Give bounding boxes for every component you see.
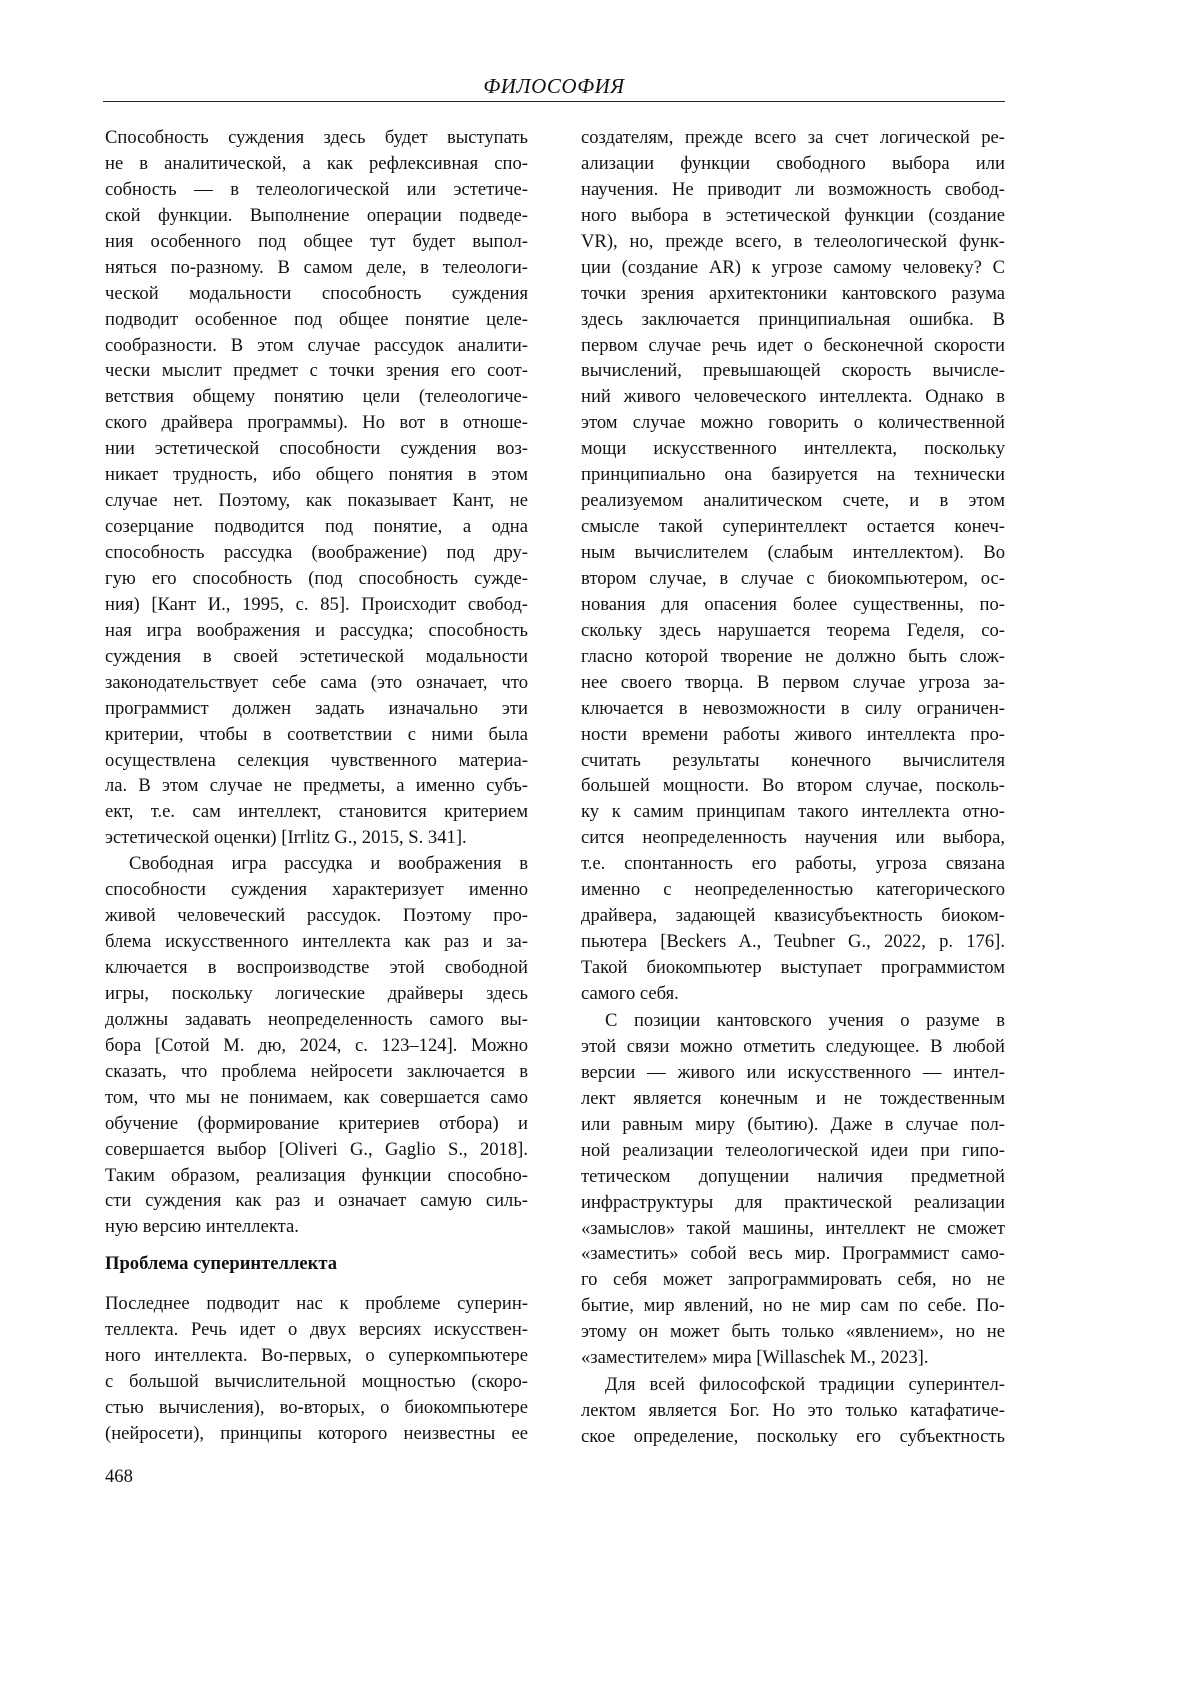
text-line: лектом является Бог. Но это только катафатиче- [581, 1398, 1005, 1424]
text-line: большей мощности. Во втором случае, посколь- [581, 773, 1005, 799]
text-line: С позиции кантовского учения о разуме в [581, 1008, 1005, 1034]
text-line: ку к самим принципам такого интеллекта отно- [581, 799, 1005, 825]
text-line: этом случае можно говорить о количественной [581, 410, 1005, 436]
text-line: случае нет. Поэтому, как показывает Кант, не [105, 488, 528, 514]
text-line: нования для опасения более существенны, по- [581, 592, 1005, 618]
text-line: первом случае речь идет о бесконечной скорости [581, 333, 1005, 359]
text-line: законодательствует себе сама (это означает, что [105, 670, 528, 696]
text-line: эстетической оценки) [Irrlitz G., 2015, S. 341]. [105, 825, 528, 851]
text-line: подводит особенное под общее понятие целе- [105, 307, 528, 333]
text-line: этому он может быть только «явлением», но не [581, 1319, 1005, 1345]
text-line: реализуемом аналитическом счете, и в этом [581, 488, 1005, 514]
text-line: Способность суждения здесь будет выступать [105, 125, 528, 151]
text-line: или равным миру (бытию). Даже в случае пол- [581, 1112, 1005, 1138]
text-line: ного выбора в эстетической функции (создание [581, 203, 1005, 229]
text-line: ния особенного под общее тут будет выпол- [105, 229, 528, 255]
text-line: ческой модальности способность суждения [105, 281, 528, 307]
text-line: тетическом допущении наличия предметной [581, 1164, 1005, 1190]
text-line: никает трудность, ибо общего понятия в этом [105, 462, 528, 488]
page-number: 468 [105, 1466, 133, 1488]
text-line: бора [Сотой М. дю, 2024, с. 123–124]. Можно [105, 1033, 528, 1059]
paragraph [105, 125, 528, 851]
text-line: гласно которой творение не должно быть слож- [581, 644, 1005, 670]
text-line: втором случае, в случае с биокомпьютером, ос- [581, 566, 1005, 592]
text-line: совершается выбор [Oliveri G., Gaglio S., 2018]. [105, 1137, 528, 1163]
text-line: именно с неопределенностью категорического [581, 877, 1005, 903]
text-line: мощи искусственного интеллекта, поскольку [581, 436, 1005, 462]
text-line: Свободная игра рассудка и воображения в [105, 851, 528, 877]
text-line: с большой вычислительной мощностью (скоро- [105, 1369, 528, 1395]
text-line: «заместить» собой весь мир. Программист само- [581, 1241, 1005, 1267]
text-line: ная игра воображения и рассудка; способность [105, 618, 528, 644]
text-line: ний живого человеческого интеллекта. Однако в [581, 384, 1005, 410]
text-line: ветствия общему понятию цели (телеологиче- [105, 384, 528, 410]
text-line: «заместителем» мира [Willaschek M., 2023]. [581, 1345, 1005, 1371]
text-line: собность — в телеологической или эстетиче- [105, 177, 528, 203]
text-line: гую его способность (под способность сужде- [105, 566, 528, 592]
left-column-text-2 [105, 1291, 528, 1447]
right-column-text-1 [581, 125, 1005, 1007]
text-line: осуществлена селекция чувственного материа- [105, 748, 528, 774]
text-line: принципиально она базируется на технически [581, 462, 1005, 488]
text-line: блема искусственного интеллекта как раз и за- [105, 929, 528, 955]
text-line: чески мыслит предмет с точки зрения его соот- [105, 358, 528, 384]
text-line: критерии, чтобы в соответствии с ними была [105, 722, 528, 748]
text-line: т.е. спонтанность его работы, угроза связана [581, 851, 1005, 877]
text-line: живой человеческий рассудок. Поэтому про- [105, 903, 528, 929]
text-line: VR), но, прежде всего, в телеологической функ- [581, 229, 1005, 255]
text-line: стью вычисления), во-вторых, о биокомпьютере [105, 1395, 528, 1421]
text-line: должны задавать неопределенность самого вы- [105, 1007, 528, 1033]
text-line: скольку здесь нарушается теорема Геделя, со- [581, 618, 1005, 644]
paragraph [581, 125, 1005, 1007]
text-line: нии эстетической способности суждения воз- [105, 436, 528, 462]
text-line: ключается в невозможности в силу ограничен- [581, 696, 1005, 722]
text-line: ной реализации телеологической идеи при гипо- [581, 1138, 1005, 1164]
text-line: Таким образом, реализация функции способно- [105, 1163, 528, 1189]
text-line: сообразности. В этом случае рассудок аналити- [105, 333, 528, 359]
text-line: Для всей философской традиции суперинтел- [581, 1372, 1005, 1398]
text-line: теллекта. Речь идет о двух версиях искусствен- [105, 1317, 528, 1343]
right-column-text-2 [581, 1008, 1005, 1371]
text-line: ское определение, поскольку его субъектность [581, 1424, 1005, 1450]
text-line: ния) [Кант И., 1995, с. 85]. Происходит свобод- [105, 592, 528, 618]
text-line: суждения в своей эстетической модальности [105, 644, 528, 670]
text-line: созерцание подводится под понятие, а одна [105, 514, 528, 540]
text-line: сказать, что проблема нейросети заключается в [105, 1059, 528, 1085]
left-column-text-1 [105, 125, 528, 1240]
paragraph [105, 851, 528, 1240]
text-line: смысле такой суперинтеллект остается конеч- [581, 514, 1005, 540]
text-line: игры, поскольку логические драйверы здесь [105, 981, 528, 1007]
text-line: «замыслов» такой машины, интеллект не сможет [581, 1216, 1005, 1242]
text-line: ного интеллекта. Во-первых, о суперкомпьютере [105, 1343, 528, 1369]
text-line: точки зрения архитектоники кантовского разума [581, 281, 1005, 307]
text-line: считать результаты конечного вычислителя [581, 748, 1005, 774]
text-line: вычислений, превышающей скорость вычисле- [581, 358, 1005, 384]
text-line: ализации функции свободного выбора или [581, 151, 1005, 177]
text-line: способности суждения характеризует именно [105, 877, 528, 903]
text-line: здесь заключается принципиальная ошибка. В [581, 307, 1005, 333]
text-line: ции (создание AR) к угрозе самому человеку? С [581, 255, 1005, 281]
text-line: не в аналитической, а как рефлексивная спо- [105, 151, 528, 177]
right-column-text-3 [581, 1372, 1005, 1450]
text-line: ла. В этом случае не предметы, а именно субъ- [105, 773, 528, 799]
text-line: том, что мы не понимаем, как совершается само [105, 1085, 528, 1111]
text-line: ключается в воспроизводстве этой свободной [105, 955, 528, 981]
text-line: версии — живого или искусственного — интел- [581, 1060, 1005, 1086]
text-line: ным вычислителем (слабым интеллектом). Во [581, 540, 1005, 566]
text-line: ской функции. Выполнение операции подведе- [105, 203, 528, 229]
text-line: Такой биокомпьютер выступает программистом [581, 955, 1005, 981]
paragraph [105, 1291, 528, 1447]
text-line: обучение (формирование критериев отбора) и [105, 1111, 528, 1137]
text-line: няться по-разному. В самом деле, в телеологи- [105, 255, 528, 281]
text-line: инфраструктуры для практической реализации [581, 1190, 1005, 1216]
text-line: пьютера [Beckers A., Teubner G., 2022, p. 176]. [581, 929, 1005, 955]
text-line: ского драйвера программы). Но вот в отноше- [105, 410, 528, 436]
paragraph [581, 1008, 1005, 1371]
text-line: программист должен задать изначально эти [105, 696, 528, 722]
text-line: ект, т.е. сам интеллект, становится критерием [105, 799, 528, 825]
text-line: нее своего творца. В первом случае угроза за- [581, 670, 1005, 696]
text-line: го себя может запрограммировать себя, но не [581, 1267, 1005, 1293]
text-line: драйвера, задающей квазисубъектность биоком- [581, 903, 1005, 929]
text-line: самого себя. [581, 981, 1005, 1007]
text-line: сится неопределенность научения или выбора, [581, 825, 1005, 851]
text-line: ную версию интеллекта. [105, 1214, 528, 1240]
section-heading: Проблема суперинтеллекта [105, 1251, 337, 1277]
header-rule [103, 101, 1005, 102]
text-line: научения. Не приводит ли возможность свобод- [581, 177, 1005, 203]
text-line: этой связи можно отметить следующее. В любой [581, 1034, 1005, 1060]
text-line: сти суждения как раз и означает самую силь- [105, 1188, 528, 1214]
text-line: Последнее подводит нас к проблеме суперин- [105, 1291, 528, 1317]
running-title: ФИЛОСОФИЯ [103, 74, 1005, 99]
text-line: создателям, прежде всего за счет логической ре- [581, 125, 1005, 151]
text-line: ности времени работы живого интеллекта про- [581, 722, 1005, 748]
text-line: способность рассудка (воображение) под дру- [105, 540, 528, 566]
text-line: (нейросети), принципы которого неизвестны ее [105, 1421, 528, 1447]
text-line: бытие, мир явлений, но не мир сам по себе. По- [581, 1293, 1005, 1319]
text-line: лект является конечным и не тождественным [581, 1086, 1005, 1112]
paragraph [581, 1372, 1005, 1450]
